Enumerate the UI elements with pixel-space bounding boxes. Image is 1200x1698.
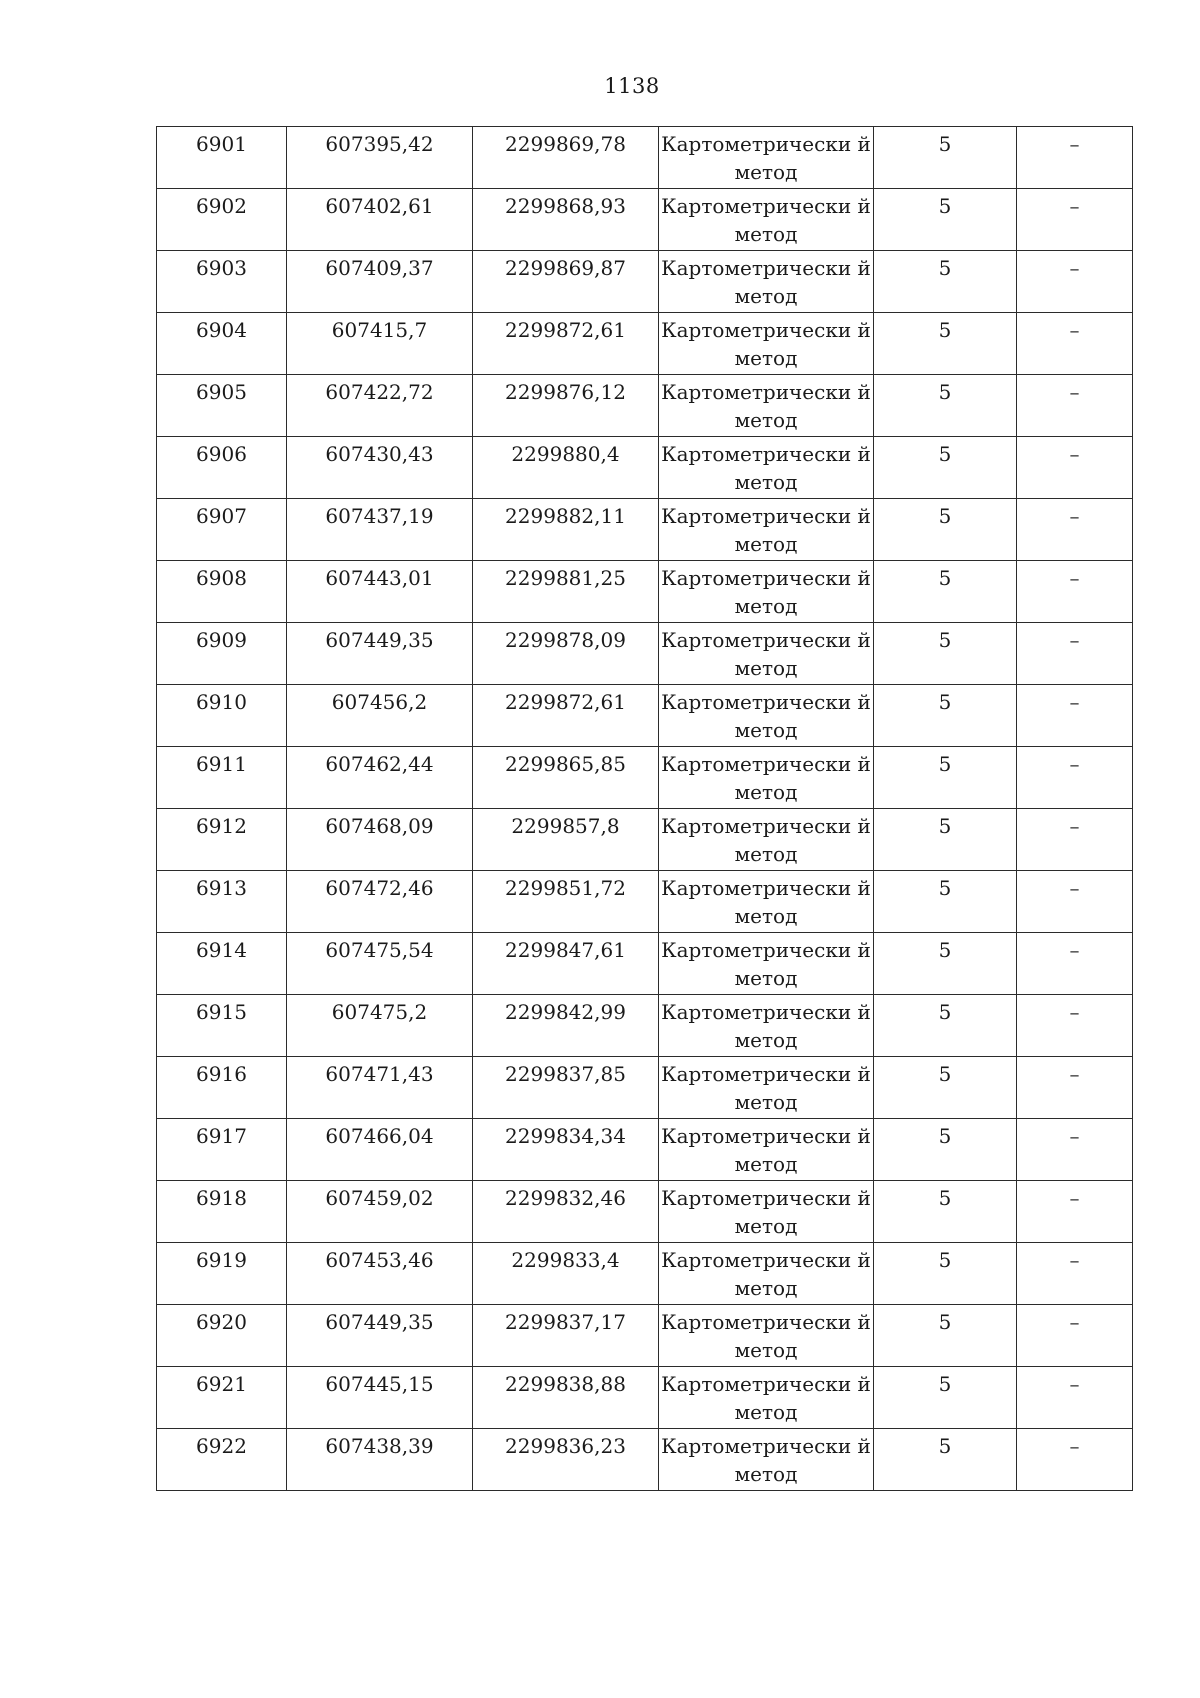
x-coordinate-cell: 607437,19 <box>287 499 473 561</box>
note-cell: – <box>1017 1305 1133 1367</box>
note-cell: – <box>1017 251 1133 313</box>
method-cell: Картометрически й метод <box>659 1119 874 1181</box>
accuracy-cell: 5 <box>874 1243 1017 1305</box>
table-row <box>157 251 1133 313</box>
accuracy-cell: 5 <box>874 809 1017 871</box>
table-row <box>157 437 1133 499</box>
x-coordinate-cell: 607475,2 <box>287 995 473 1057</box>
accuracy-cell: 5 <box>874 251 1017 313</box>
x-coordinate-cell: 607443,01 <box>287 561 473 623</box>
method-cell: Картометрически й метод <box>659 251 874 313</box>
point-number-cell: 6904 <box>157 313 287 375</box>
point-number-cell: 6913 <box>157 871 287 933</box>
point-number-cell: 6919 <box>157 1243 287 1305</box>
point-number-cell: 6905 <box>157 375 287 437</box>
accuracy-cell: 5 <box>874 747 1017 809</box>
point-number-cell: 6922 <box>157 1429 287 1491</box>
table-row <box>157 1119 1133 1181</box>
method-cell: Картометрически й метод <box>659 1429 874 1491</box>
x-coordinate-cell: 607445,15 <box>287 1367 473 1429</box>
note-cell: – <box>1017 1429 1133 1491</box>
x-coordinate-cell: 607415,7 <box>287 313 473 375</box>
accuracy-cell: 5 <box>874 189 1017 251</box>
y-coordinate-cell: 2299833,4 <box>473 1243 659 1305</box>
accuracy-cell: 5 <box>874 1057 1017 1119</box>
point-number-cell: 6902 <box>157 189 287 251</box>
point-number-cell: 6912 <box>157 809 287 871</box>
accuracy-cell: 5 <box>874 1429 1017 1491</box>
x-coordinate-cell: 607395,42 <box>287 127 473 189</box>
y-coordinate-cell: 2299880,4 <box>473 437 659 499</box>
x-coordinate-cell: 607471,43 <box>287 1057 473 1119</box>
note-cell: – <box>1017 437 1133 499</box>
method-cell: Картометрически й метод <box>659 499 874 561</box>
y-coordinate-cell: 2299878,09 <box>473 623 659 685</box>
x-coordinate-cell: 607453,46 <box>287 1243 473 1305</box>
note-cell: – <box>1017 1181 1133 1243</box>
note-cell: – <box>1017 1119 1133 1181</box>
method-cell: Картометрически й метод <box>659 1243 874 1305</box>
x-coordinate-cell: 607462,44 <box>287 747 473 809</box>
table-row <box>157 499 1133 561</box>
table-row <box>157 375 1133 437</box>
x-coordinate-cell: 607449,35 <box>287 623 473 685</box>
accuracy-cell: 5 <box>874 685 1017 747</box>
point-number-cell: 6916 <box>157 1057 287 1119</box>
method-cell: Картометрически й метод <box>659 809 874 871</box>
point-number-cell: 6917 <box>157 1119 287 1181</box>
accuracy-cell: 5 <box>874 871 1017 933</box>
accuracy-cell: 5 <box>874 1181 1017 1243</box>
table-row <box>157 1429 1133 1491</box>
table-row <box>157 623 1133 685</box>
x-coordinate-cell: 607472,46 <box>287 871 473 933</box>
table-row <box>157 127 1133 189</box>
method-cell: Картометрически й метод <box>659 995 874 1057</box>
note-cell: – <box>1017 499 1133 561</box>
y-coordinate-cell: 2299872,61 <box>473 685 659 747</box>
method-cell: Картометрически й метод <box>659 127 874 189</box>
y-coordinate-cell: 2299836,23 <box>473 1429 659 1491</box>
coordinates-table <box>156 126 1133 1491</box>
accuracy-cell: 5 <box>874 313 1017 375</box>
method-cell: Картометрически й метод <box>659 871 874 933</box>
note-cell: – <box>1017 561 1133 623</box>
y-coordinate-cell: 2299881,25 <box>473 561 659 623</box>
x-coordinate-cell: 607422,72 <box>287 375 473 437</box>
point-number-cell: 6908 <box>157 561 287 623</box>
note-cell: – <box>1017 933 1133 995</box>
coordinates-table-body <box>157 127 1133 1491</box>
y-coordinate-cell: 2299837,17 <box>473 1305 659 1367</box>
table-row <box>157 1305 1133 1367</box>
table-row <box>157 189 1133 251</box>
method-cell: Картометрически й метод <box>659 561 874 623</box>
note-cell: – <box>1017 809 1133 871</box>
note-cell: – <box>1017 623 1133 685</box>
point-number-cell: 6910 <box>157 685 287 747</box>
y-coordinate-cell: 2299865,85 <box>473 747 659 809</box>
table-row <box>157 871 1133 933</box>
method-cell: Картометрически й метод <box>659 437 874 499</box>
method-cell: Картометрически й метод <box>659 1057 874 1119</box>
accuracy-cell: 5 <box>874 127 1017 189</box>
table-row <box>157 933 1133 995</box>
method-cell: Картометрически й метод <box>659 1181 874 1243</box>
y-coordinate-cell: 2299838,88 <box>473 1367 659 1429</box>
accuracy-cell: 5 <box>874 437 1017 499</box>
table-row <box>157 995 1133 1057</box>
x-coordinate-cell: 607456,2 <box>287 685 473 747</box>
y-coordinate-cell: 2299842,99 <box>473 995 659 1057</box>
table-row <box>157 313 1133 375</box>
y-coordinate-cell: 2299882,11 <box>473 499 659 561</box>
y-coordinate-cell: 2299872,61 <box>473 313 659 375</box>
accuracy-cell: 5 <box>874 1119 1017 1181</box>
accuracy-cell: 5 <box>874 995 1017 1057</box>
accuracy-cell: 5 <box>874 499 1017 561</box>
x-coordinate-cell: 607402,61 <box>287 189 473 251</box>
y-coordinate-cell: 2299847,61 <box>473 933 659 995</box>
method-cell: Картометрически й метод <box>659 189 874 251</box>
accuracy-cell: 5 <box>874 561 1017 623</box>
page-number: 1138 <box>604 74 660 98</box>
y-coordinate-cell: 2299851,72 <box>473 871 659 933</box>
method-cell: Картометрически й метод <box>659 933 874 995</box>
point-number-cell: 6907 <box>157 499 287 561</box>
point-number-cell: 6914 <box>157 933 287 995</box>
x-coordinate-cell: 607438,39 <box>287 1429 473 1491</box>
method-cell: Картометрически й метод <box>659 623 874 685</box>
method-cell: Картометрически й метод <box>659 313 874 375</box>
x-coordinate-cell: 607409,37 <box>287 251 473 313</box>
point-number-cell: 6903 <box>157 251 287 313</box>
note-cell: – <box>1017 1057 1133 1119</box>
x-coordinate-cell: 607466,04 <box>287 1119 473 1181</box>
table-row <box>157 747 1133 809</box>
x-coordinate-cell: 607475,54 <box>287 933 473 995</box>
point-number-cell: 6911 <box>157 747 287 809</box>
note-cell: – <box>1017 995 1133 1057</box>
note-cell: – <box>1017 313 1133 375</box>
table-row <box>157 1367 1133 1429</box>
point-number-cell: 6921 <box>157 1367 287 1429</box>
note-cell: – <box>1017 189 1133 251</box>
method-cell: Картометрически й метод <box>659 1305 874 1367</box>
table-row <box>157 1181 1133 1243</box>
accuracy-cell: 5 <box>874 1367 1017 1429</box>
x-coordinate-cell: 607430,43 <box>287 437 473 499</box>
note-cell: – <box>1017 1243 1133 1305</box>
method-cell: Картометрически й метод <box>659 1367 874 1429</box>
method-cell: Картометрически й метод <box>659 685 874 747</box>
point-number-cell: 6909 <box>157 623 287 685</box>
table-row <box>157 685 1133 747</box>
point-number-cell: 6906 <box>157 437 287 499</box>
note-cell: – <box>1017 685 1133 747</box>
y-coordinate-cell: 2299832,46 <box>473 1181 659 1243</box>
note-cell: – <box>1017 871 1133 933</box>
y-coordinate-cell: 2299876,12 <box>473 375 659 437</box>
x-coordinate-cell: 607449,35 <box>287 1305 473 1367</box>
y-coordinate-cell: 2299834,34 <box>473 1119 659 1181</box>
point-number-cell: 6901 <box>157 127 287 189</box>
y-coordinate-cell: 2299868,93 <box>473 189 659 251</box>
y-coordinate-cell: 2299837,85 <box>473 1057 659 1119</box>
y-coordinate-cell: 2299869,78 <box>473 127 659 189</box>
point-number-cell: 6915 <box>157 995 287 1057</box>
accuracy-cell: 5 <box>874 623 1017 685</box>
table-row <box>157 1243 1133 1305</box>
note-cell: – <box>1017 747 1133 809</box>
accuracy-cell: 5 <box>874 933 1017 995</box>
point-number-cell: 6920 <box>157 1305 287 1367</box>
y-coordinate-cell: 2299869,87 <box>473 251 659 313</box>
accuracy-cell: 5 <box>874 375 1017 437</box>
x-coordinate-cell: 607459,02 <box>287 1181 473 1243</box>
accuracy-cell: 5 <box>874 1305 1017 1367</box>
note-cell: – <box>1017 127 1133 189</box>
point-number-cell: 6918 <box>157 1181 287 1243</box>
y-coordinate-cell: 2299857,8 <box>473 809 659 871</box>
table-row <box>157 809 1133 871</box>
table-row <box>157 561 1133 623</box>
method-cell: Картометрически й метод <box>659 375 874 437</box>
note-cell: – <box>1017 375 1133 437</box>
table-row <box>157 1057 1133 1119</box>
method-cell: Картометрически й метод <box>659 747 874 809</box>
note-cell: – <box>1017 1367 1133 1429</box>
x-coordinate-cell: 607468,09 <box>287 809 473 871</box>
